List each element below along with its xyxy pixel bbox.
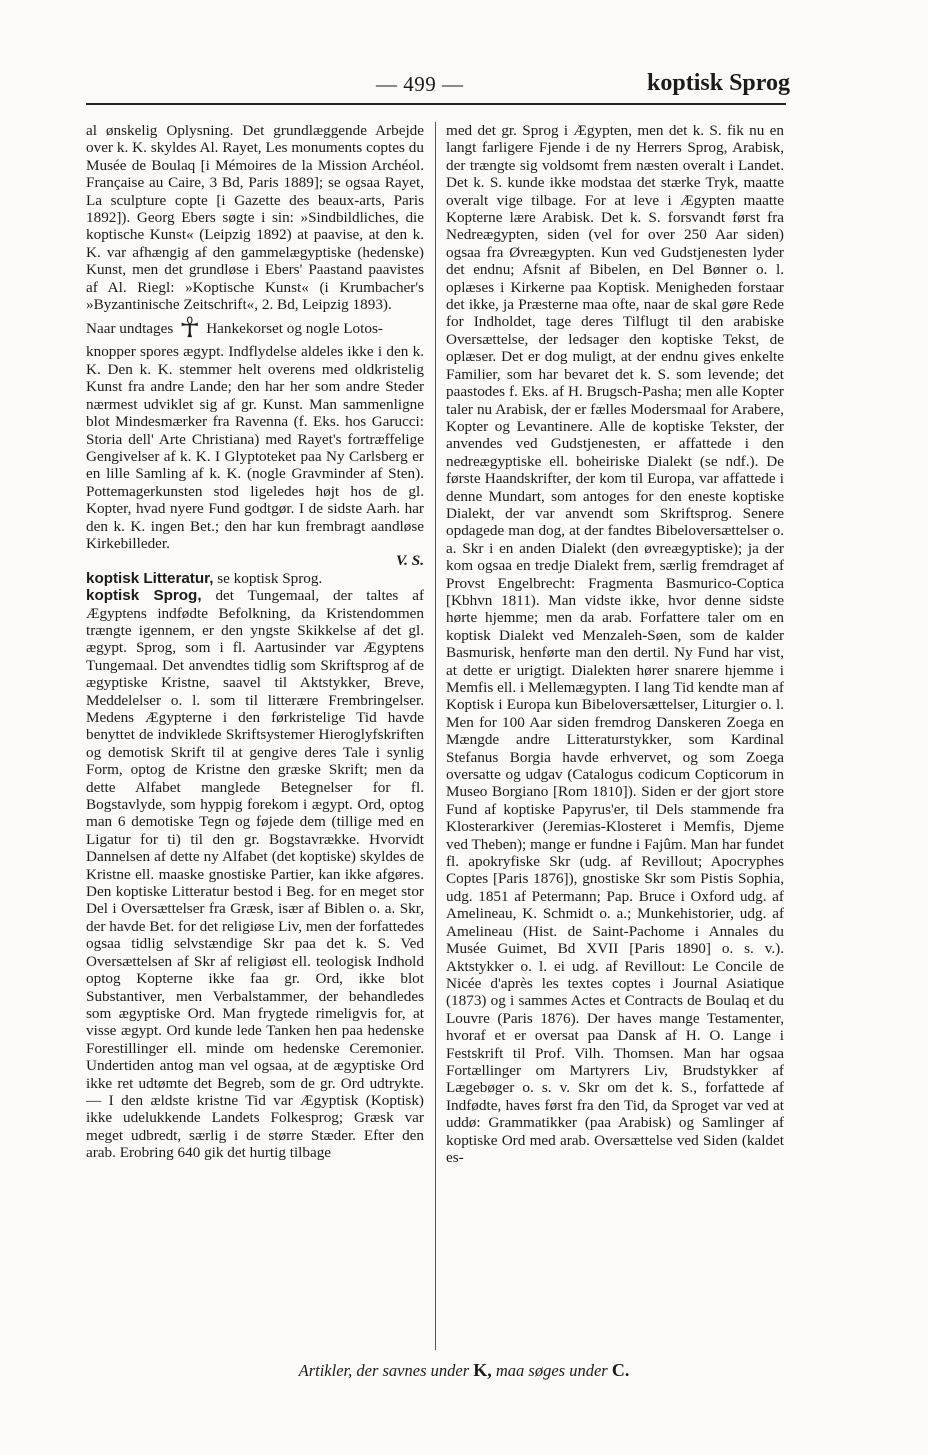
column-divider — [435, 122, 436, 1350]
ankh-text-before: Naar undtages — [86, 319, 174, 337]
ankh-icon: ☥ — [179, 311, 201, 345]
footer-text: maa søges under — [495, 1361, 608, 1380]
entry-headword: koptisk Litteratur, — [86, 569, 214, 587]
paragraph-koptisk-sprog-continued: med det gr. Sprog i Ægypten, men det k. S. fik nu en langt farligere Fjende i de ny Herrers Sprog, Arabisk, der trængte sig voldsomt frem næsten overalt i Landet. Det k. S. kunde ikke modstaa det stærke Tryk, maatte overalt vige tilbage. For at leve i Ægypten maatte Kopterne lære Arabisk. Det k. S. forsvandt først fra Nedreægypten, siden (vel for over 250 Aar siden) ogsaa fra Øvreægypten. Kun ved Gudstjenesten lyder det endnu; Afsnit af Bibelen, en Del Bønner o. l. oplæses i Kirkerne paa Koptisk. Menigheden forstaar det ikke, ja Præsterne maa ofte, naar de skal gøre Rede for Indholdet, tage deres Tilflugt til den arabiske Oversættelse, der ledsager den koptiske Tekst, de oplæser. Det er dog muligt, at der endnu gives enkelte Familier, som har bevaret det k. S. som levende; det paastodes f. Eks. af H. Brugsch-Pasha; men alle Kopter taler nu Arabisk, der er fælles Modersmaal for Arabere, Kopter og Levantinere. Alle de koptiske Tekster, der anvendes ved Gudstjenesten, er affattede i den nedreægyptiske ell. boheiriske Dialekt (se ndf.). De første Haandskrifter, der kom til Europa, var affattede i denne Mundart, som antoges for den eneste koptiske Dialekt, der var anvendt som Skriftsprog. Senere opdagede man dog, at der fandtes Bibeloversættelser o. a. Skr i en anden Dialekt (den øvreægyptiske); ja der kom ogsaa en tredje Dialekt frem, særlig fremdraget af Provst Engelbrecht: Fragmenta Basmurico-Coptica [Kbhvn 1811). Man vidste ikke, hvor denne sidste hørte hjemme; men da arab. Forfattere taler om en koptisk Dialekt ved Menzaleh-Søen, som de kalder Basmurisk, henførte man den dertil. Ny Fund har vist, at dette er urigtigt. Dialekten hører snarere hjemme i Memfis ell. i Mellemægypten. I lang Tid kendte man af Koptisk i Europa kun Bibeloversættelser, Liturgier o. l. Men for 100 Aar siden fremdrog Danskeren Zoega en Mængde andre Litteraturstykker, som Kardinal Stefanus Borgia havde erhvervet, og som Zoega oversatte og udgav (Catalogus codicum Copticorum in Museo Borgiano [Rom 1810]). Siden er der gjort store Fund af koptiske Papyrus'er, til Dels stammende fra Klosterarkiver (Jeremias-Klosteret i Memfis, Djeme ved Theben); mange er fundne i Fajûm. Man har fundet fl. apokryfiske Skr (udg. af Revillout; Apocryphes Coptes [Paris 1876]), gnostiske Skr som Pistis Sophia, udg. 1851 af Petermann; Pap. Bruce i Oxford udg. af Amelineau, K. Schmidt o. a.; Munkehistorier, udg. af Amelineau (Hist. de Saint-Pachome i Annales du Musée Guimet, Bd XVII [Paris 1890] o. s. v.). Aktstykker o. l. ei udg. af Revillout: Le Concile de Nicée d'après les textes coptes i Journal Asiatique (1873) og i sammes Actes et Contracts de Boulaq et du Louvre (Paris 1876). Der haves mange Testamenter, hvoraf et er oversat paa Dansk af H. O. Lange i Festskrift til Prof. Vilh. Thomsen. Man har ogsaa Fortællinger om Martyrers Liv, Brudstykker af Lægebøger o. s. v. Skr om det k. S., forfattede af Indfødte, haves først fra den Tid, da Sproget var ved at uddø: Grammatikker (paa Arabisk) og Samlinger af koptiske Ord med arab. Oversættelse ved Siden (kaldet es- — [446, 122, 784, 1166]
entry-text: det Tungemaal, der taltes af Ægyptens indfødte Befolkning, da Kristendommen trængte igennem, er den yngste Skikkelse af det gl. ægypt. Sprog, som i fl. Aartusinder var Ægyptens Tungemaal. Det anvendtes tidlig som Skriftsprog af de ægyptiske Kristne, saavel til Aktstykker, Breve, Meddelelser o. l. som til litterære Frembringelser. Medens Ægypterne i den førkristelige Tid havde benyttet de indviklede Skriftsystemer Hieroglyfskriften og demotisk Skrift til at gengive deres Tale i synlig Form, optog de Kristne den græske Skrift; men da dette Alfabet manglede Betegnelser for fl. Bogstavlyde, som hyppig forekom i ægypt. Ord, optog man 6 demotiske Tegn og føjede dem (tillige med en Ligatur for ti) til den gr. Bogstavrække. Hvorvidt Dannelsen af dette ny Alfabet (det koptiske) skyldes de Kristne ell. maaske gnostiske Partier, kan ikke afgøres. Den koptiske Litteratur bestod i Beg. for en meget stor Del i Oversættelser fra Græsk, især af Biblen o. a. Skr, der havde Bet. for det religiøse Liv, men der forfattedes ogsaa tidlig selvstændige Skr paa det k. S. Ved Oversættelsen af Skr af religiøst ell. teologisk Indhold optog Kopterne ikke faa gr. Ord, ikke blot Substantiver, men Verbalstammer, der behandledes som ægyptiske Ord. Man frygtede rimeligvis for, at visse ægypt. Ord kunde lede Tanken hen paa hedenske Forestillinger ell. minde om hedenske Ceremonier. Undertiden antog man vel ogsaa, at de ægyptiske Ord ikke ret udtømte det Begreb, som de gr. Ord udtrykte. — I den ældste kristne Tid var Ægyptisk (Koptisk) ikke udelukkende Landets Folkesprog; Græsk var meget udbredt, særlig i de større Stæder. Efter den arab. Erobring 640 gik det hurtig tilbage — [86, 587, 424, 1162]
right-column — [446, 122, 784, 1350]
left-column — [86, 122, 424, 1350]
footer-text: Artikler, der savnes under — [298, 1361, 470, 1380]
text-columns — [86, 122, 786, 1350]
ankh-text-after: Hankekorset og nogle Lotos- — [206, 319, 383, 337]
ankh-line — [86, 311, 424, 345]
entry-koptisk-litteratur — [86, 570, 424, 587]
entry-headword: koptisk Sprog, — [86, 587, 202, 605]
page-number: — 499 — — [376, 72, 464, 96]
running-head-title: koptisk Sprog — [647, 70, 790, 96]
author-signature: V. S. — [395, 552, 424, 570]
entry-text: se koptisk Sprog. — [217, 569, 323, 587]
page-footer-note — [0, 1360, 928, 1381]
paragraph-coptic-art-literature: al ønskelig Oplysning. Det grundlæggende Arbejde over k. K. skyldes Al. Rayet, Les monuments coptes du Musée de Boulaq [i Mémoires de la Mission Archéol. Française au Caire, 3 Bd, Paris 1889]; se ogsaa Rayet, La sculpture copte [i Gazette des beaux-arts, Paris 1892]). Georg Ebers søgte i sin: »Sindbildliches, die koptische Kunst« (Leipzig 1892) at paavise, at den k. K. var afhængig af den gammelægyptiske (hedenske) Kunst, men det grundløse i Ebers' Paastand paavistes af Al. Riegl: »Koptische Kunst« (i Krumbacher's »Byzantinische Zeitschrift«, 2. Bd, Leipzig 1893). — [86, 122, 424, 314]
footer-letter-c: C. — [611, 1360, 630, 1380]
header-rule — [86, 103, 786, 105]
footer-letter-k: K, — [473, 1360, 492, 1380]
paragraph-text: knopper spores ægypt. Indflydelse aldeles ikke i den k. K. Den k. K. stemmer helt overens med oldkristelig Kunst fra andre Lande; den har her som andre Steder nærmest udviklet sig af gr. Kunst. Man sammenligne blot Mindesmærker fra Ravenna (f. Eks. hos Garucci: Storia dell' Arte Christiana) med Rayet's fortræffelige Gengivelser af k. K. I Glyptoteket paa Ny Carlsberg er en lille Samling af k. K. (nogle Gravminder af Sten). Pottemagerkunsten stod ligeledes højt hos de gl. Kopter, hvad nyere Fund godtgør. I de sidste Aarh. har den k. K. ingen Bet.; den har kun frembragt aandløse Kirkebilleder. — [86, 343, 424, 552]
paragraph-coptic-art-influence — [86, 343, 424, 569]
page-header — [86, 68, 790, 100]
entry-koptisk-sprog — [86, 587, 424, 1161]
